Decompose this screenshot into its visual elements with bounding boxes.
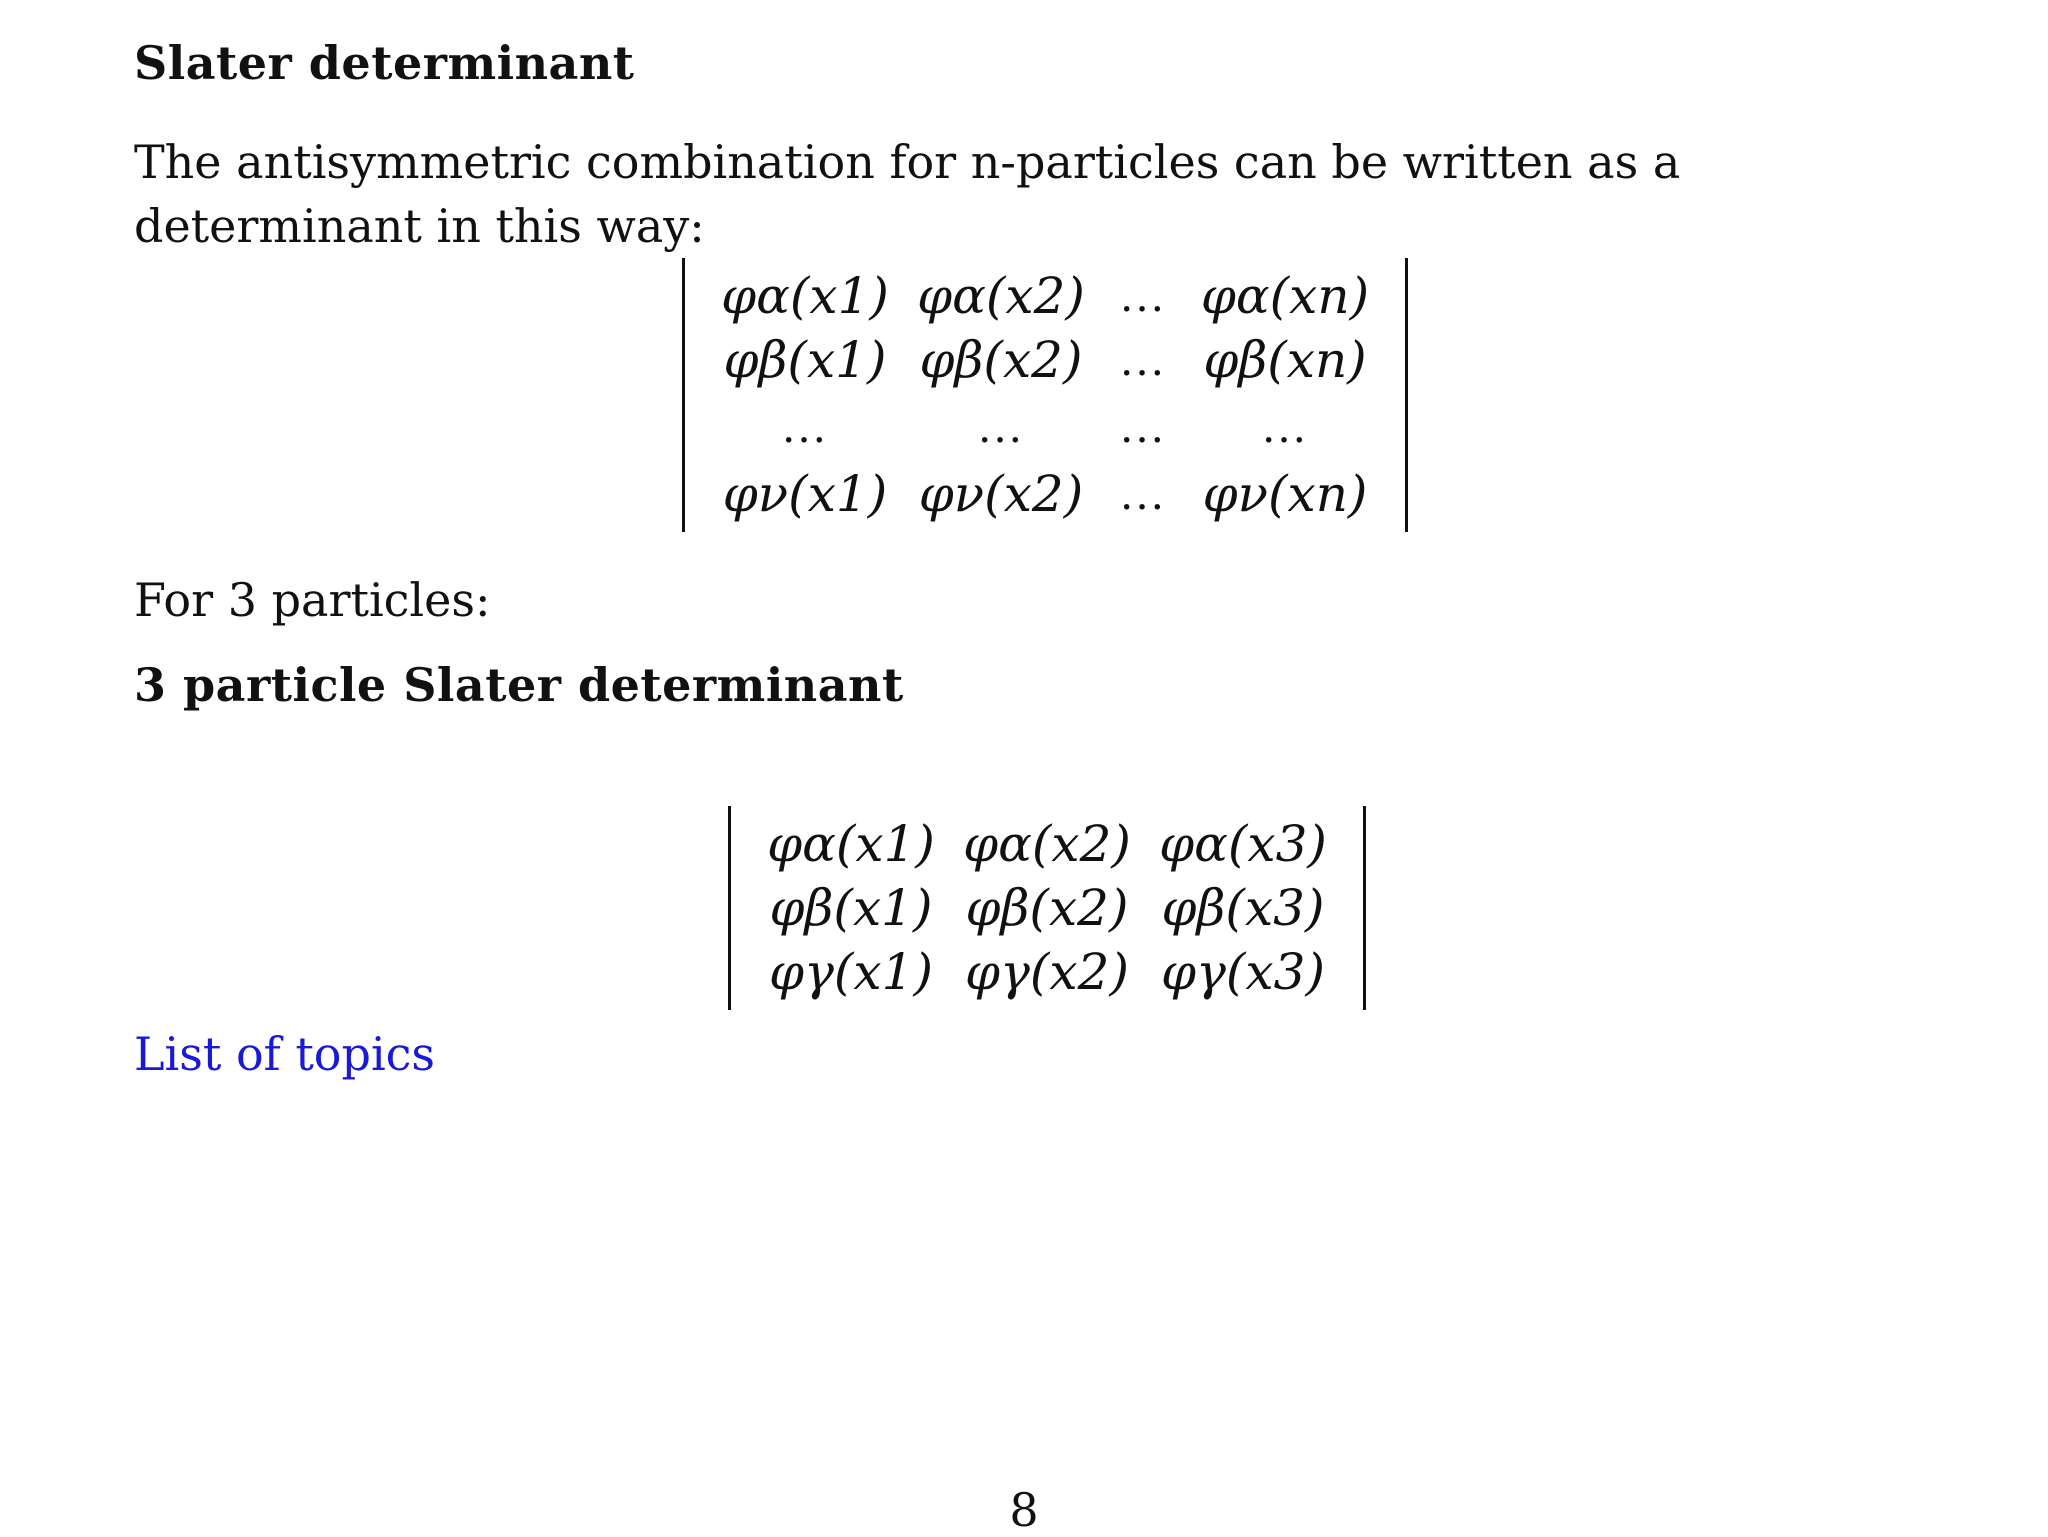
matrix-ellipsis: ... <box>781 402 829 452</box>
matrix-ellipsis: ... <box>1119 271 1167 321</box>
section-heading-slater: Slater determinant <box>134 36 635 90</box>
matrix-ellipsis: ... <box>1261 402 1309 452</box>
for-three-particles-text: For 3 particles: <box>134 573 491 627</box>
matrix-entry: φα(x1) <box>721 267 889 325</box>
matrix-entry: φβ(x1) <box>769 879 933 937</box>
section-heading-three-particle: 3 particle Slater determinant <box>134 658 904 712</box>
matrix-entry: φα(x2) <box>917 267 1085 325</box>
matrix-entry: φγ(x3) <box>1161 943 1325 1001</box>
matrix-entry: φβ(x2) <box>965 879 1129 937</box>
matrix-entry: φα(x3) <box>1159 815 1327 873</box>
matrix-entry: φν(x2) <box>918 465 1084 523</box>
matrix-entry: φγ(x1) <box>769 943 933 1001</box>
intro-paragraph: The antisymmetric combination for n-particles can be written as a determinant in this way: <box>134 135 1681 253</box>
matrix-entry: φγ(x2) <box>965 943 1129 1001</box>
matrix-entry: φν(x1) <box>722 465 888 523</box>
matrix-entry: φα(x1) <box>767 815 935 873</box>
matrix-entry: φβ(x1) <box>723 331 887 389</box>
list-of-topics-link[interactable]: List of topics <box>134 1027 436 1081</box>
three-particle-slater-determinant <box>728 806 1366 1010</box>
matrix-ellipsis: ... <box>977 402 1025 452</box>
matrix-entry: φβ(x2) <box>919 331 1083 389</box>
matrix-ellipsis: ... <box>1119 469 1167 519</box>
matrix-entry: φβ(xn) <box>1203 331 1367 389</box>
matrix-entry: φν(xn) <box>1202 465 1368 523</box>
general-slater-determinant <box>682 258 1408 532</box>
matrix-ellipsis: ... <box>1119 335 1167 385</box>
matrix-ellipsis: ... <box>1119 402 1167 452</box>
matrix-entry: φα(xn) <box>1200 267 1370 325</box>
matrix-entry: φα(x2) <box>963 815 1131 873</box>
matrix-entry: φβ(x3) <box>1161 879 1325 937</box>
page-number: 8 <box>1009 1483 1039 1537</box>
